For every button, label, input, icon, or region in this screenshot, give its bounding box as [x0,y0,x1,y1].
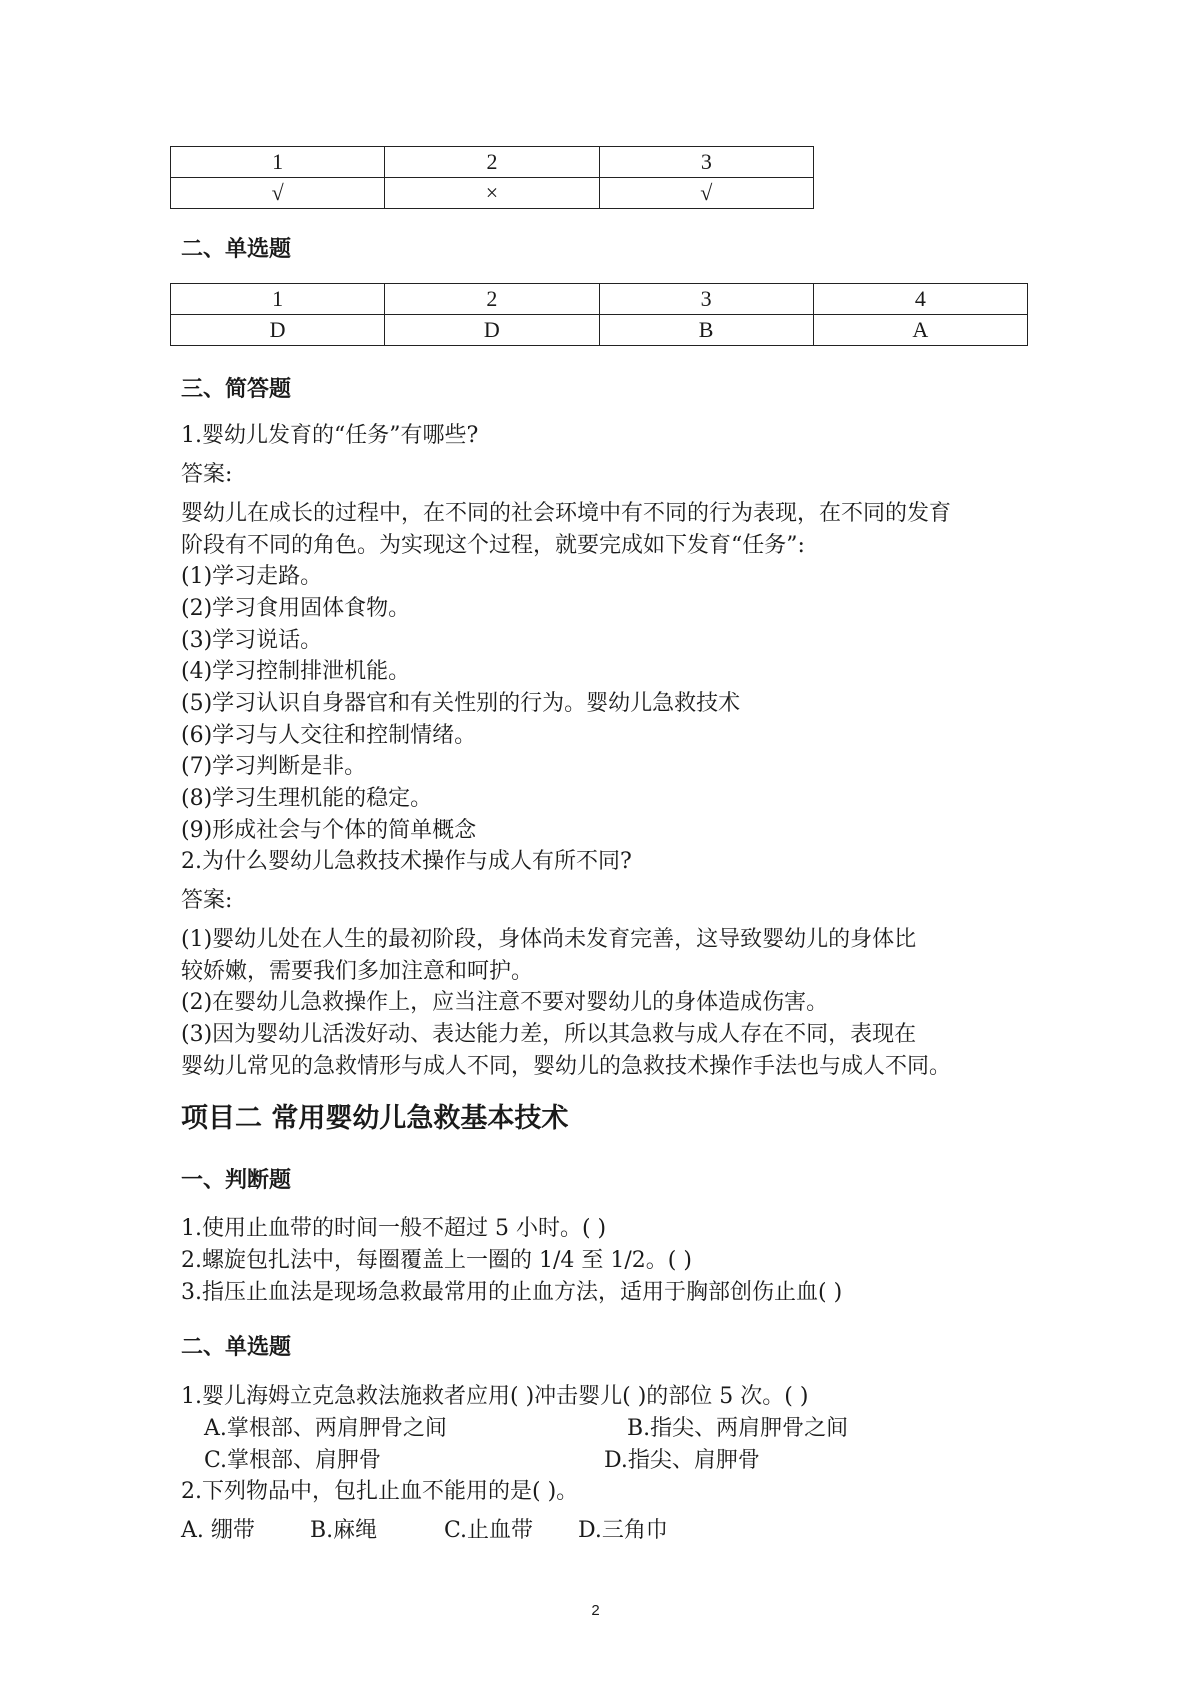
option-d: D.三角巾 [578,1518,668,1543]
list-item: (5)学习认识自身器官和有关性别的行为。婴幼儿急救技术 [181,691,741,716]
section-heading: 二、单选题 [181,237,292,262]
list-item: (3)学习说话。 [181,628,323,653]
answer-table-single-choice [170,283,1028,346]
table-cell: D [171,315,385,346]
table-cell: 2 [385,284,599,315]
answer-label: 答案: [181,462,233,487]
answer-line: 阶段有不同的角色。为实现这个过程，就要完成如下发育“任务”: [181,533,805,558]
table-cell: A [813,315,1027,346]
answer-line: 婴幼儿在成长的过程中，在不同的社会环境中有不同的行为表现，在不同的发育 [181,501,952,526]
table-header-row [171,147,814,178]
table-cell: √ [171,178,385,209]
table-cell: √ [599,178,813,209]
page-number: 2 [591,1602,600,1619]
option-d: D.指尖、肩胛骨 [604,1448,760,1473]
answer-line: (2)在婴幼儿急救操作上，应当注意不要对婴幼儿的身体造成伤害。 [181,990,829,1015]
option-c: C.止血带 [444,1518,534,1543]
section-heading: 一、判断题 [181,1168,292,1193]
answer-line: (1)婴幼儿处在人生的最初阶段，身体尚未发育完善，这导致婴幼儿的身体比 [181,927,917,952]
list-item: (6)学习与人交往和控制情绪。 [181,723,477,748]
list-item: (8)学习生理机能的稳定。 [181,786,433,811]
list-item: (4)学习控制排泄机能。 [181,659,411,684]
table-cell: 4 [813,284,1027,315]
option-b: B.麻绳 [310,1518,378,1543]
question-text: 1.婴幼儿发育的“任务”有哪些? [181,423,479,448]
answer-label: 答案: [181,888,233,913]
list-item: (7)学习判断是非。 [181,754,367,779]
question-text: 3.指压止血法是现场急救最常用的止血方法，适用于胸部创伤止血( ) [181,1280,843,1305]
option-b: B.指尖、两肩胛骨之间 [627,1416,849,1441]
option-a: A. 绷带 [181,1518,255,1543]
list-item: (9)形成社会与个体的简单概念 [181,818,477,843]
section-heading: 二、单选题 [181,1335,292,1360]
table-cell: 2 [385,147,599,178]
question-text: 1.婴儿海姆立克急救法施救者应用( )冲击婴儿( )的部位 5 次。( ) [181,1384,809,1409]
table-cell: × [385,178,599,209]
question-text: 2.下列物品中，包扎止血不能用的是( )。 [181,1479,579,1504]
table-header-row [171,284,1028,315]
list-item: (1)学习走路。 [181,564,323,589]
question-text: 2.螺旋包扎法中，每圈覆盖上一圈的 1/4 至 1/2。( ) [181,1248,692,1273]
option-a: A.掌根部、两肩胛骨之间 [204,1416,447,1441]
answer-line: 婴幼儿常见的急救情形与成人不同，婴幼儿的急救技术操作手法也与成人不同。 [181,1054,952,1079]
section-heading: 三、简答题 [181,377,292,402]
list-item: (2)学习食用固体食物。 [181,596,411,621]
question-text: 1.使用止血带的时间一般不超过 5 小时。( ) [181,1216,607,1241]
project-title: 项目二 常用婴幼儿急救基本技术 [181,1103,569,1134]
option-c: C.掌根部、肩胛骨 [204,1448,382,1473]
table-cell: 3 [599,147,813,178]
table-cell: D [385,315,599,346]
question-text: 2.为什么婴幼儿急救技术操作与成人有所不同? [181,849,632,874]
table-row [171,178,814,209]
table-cell: 1 [171,284,385,315]
table-cell: 1 [171,147,385,178]
table-row [171,315,1028,346]
table-cell: 3 [599,284,813,315]
answer-table-true-false [170,146,814,209]
answer-line: 较娇嫩，需要我们多加注意和呵护。 [181,959,534,984]
table-cell: B [599,315,813,346]
answer-line: (3)因为婴幼儿活泼好动、表达能力差，所以其急救与成人存在不同，表现在 [181,1022,917,1047]
